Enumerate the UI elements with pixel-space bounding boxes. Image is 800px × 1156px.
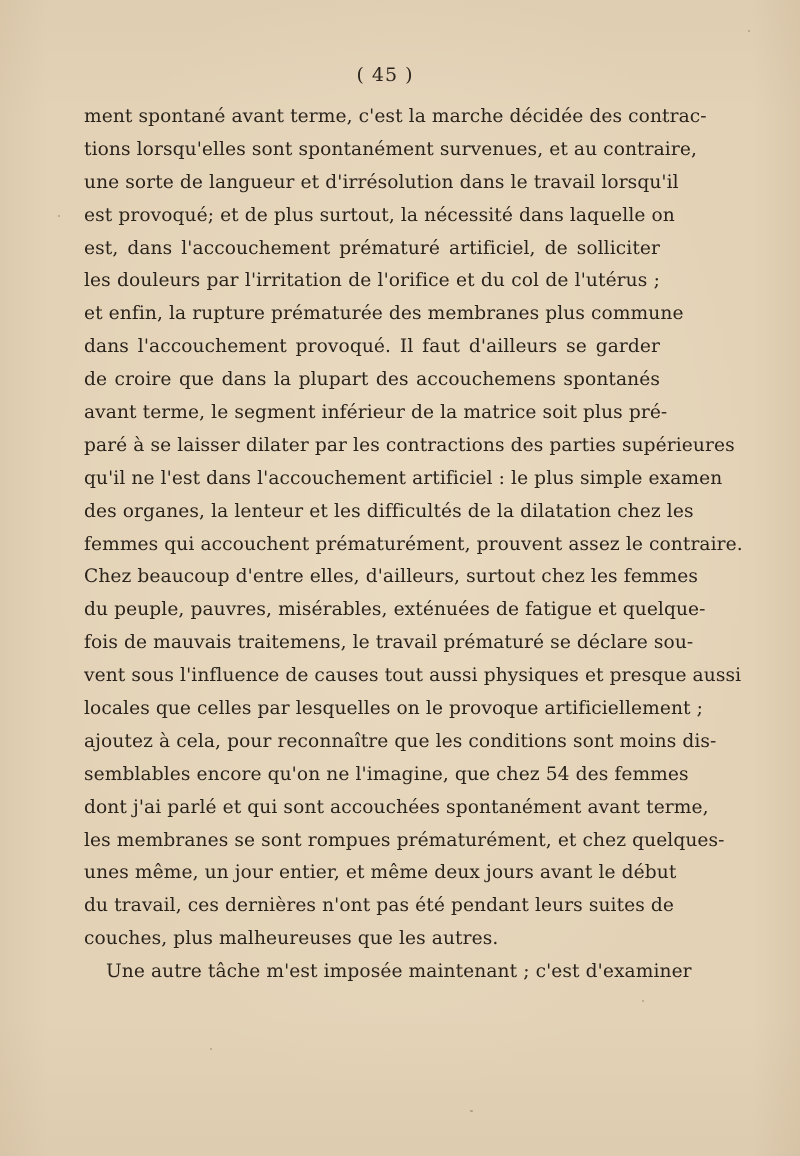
paper-speck	[662, 118, 665, 121]
paragraph-end-line: couches, plus malheureuses que les autres.	[84, 928, 499, 950]
text-line: Chez beaucoup d'entre elles, d'ailleurs, surtout chez les femmes	[84, 566, 699, 588]
text-line: des organes, la lenteur et les difficultés de la dilatation chez les	[84, 500, 694, 522]
text-line: unes même, un jour entier, et même deux jours avant le début	[84, 862, 677, 884]
text-line: vent sous l'influence de causes tout aussi physiques et presque aussi	[84, 665, 742, 687]
text-line: avant terme, le segment inférieur de la matrice soit plus pré-	[84, 402, 668, 424]
text-line: locales que celles par lesquelles on le provoque artificiellement ;	[84, 698, 703, 720]
text-line: et enfin, la rupture prématurée des membranes plus commune	[84, 303, 684, 325]
text-line: est provoqué; et de plus surtout, la nécessité dans laquelle on	[84, 204, 675, 226]
text-line: du peuple, pauvres, misérables, exténuées de fatigue et quelque-	[84, 599, 706, 621]
paper-speck	[470, 1110, 473, 1112]
text-line: semblables encore qu'on ne l'imagine, que chez 54 des femmes	[84, 763, 689, 785]
paper-speck	[642, 1000, 644, 1002]
paper-speck	[668, 512, 670, 514]
paper-speck	[210, 1048, 212, 1050]
text-line: est, dans l'accouchement prématuré artificiel, de solliciter	[84, 237, 660, 259]
text-line: ajoutez à cela, pour reconnaître que les conditions sont moins dis-	[84, 730, 717, 752]
text-line: de croire que dans la plupart des accouchemens spontanés	[84, 369, 660, 391]
text-line: paré à se laisser dilater par les contractions des parties supérieures	[84, 434, 735, 456]
text-line: dont j'ai parlé et qui sont accouchées spontanément avant terme,	[84, 796, 709, 818]
text-line: tions lorsqu'elles sont spontanément survenues, et au contraire,	[84, 138, 697, 160]
body-text	[84, 101, 743, 989]
text-line: ment spontané avant terme, c'est la marche décidée des contrac-	[84, 106, 707, 127]
text-line: fois de mauvais traitemens, le travail prématuré se déclare sou-	[84, 632, 694, 654]
text-line: dans l'accouchement provoqué. Il faut d'ailleurs se garder	[84, 336, 660, 358]
paragraph-start-line: Une autre tâche m'est imposée maintenant ; c'est d'examiner	[106, 961, 692, 983]
paper-speck	[58, 215, 60, 217]
text-line: femmes qui accouchent prématurément, prouvent assez le contraire.	[84, 533, 743, 555]
text-line: les douleurs par l'irritation de l'orifice et du col de l'utérus ;	[84, 270, 660, 292]
text-line: une sorte de langueur et d'irrésolution dans le travail lorsqu'il	[84, 171, 679, 193]
text-line: qu'il ne l'est dans l'accouchement artificiel : le plus simple examen	[84, 467, 723, 489]
text-line: du travail, ces dernières n'ont pas été pendant leurs suites de	[84, 895, 675, 917]
paper-speck	[748, 30, 750, 32]
text-line: les membranes se sont rompues prématurément, et chez quelques-	[84, 829, 725, 851]
page-number: ( 45 )	[356, 64, 414, 86]
